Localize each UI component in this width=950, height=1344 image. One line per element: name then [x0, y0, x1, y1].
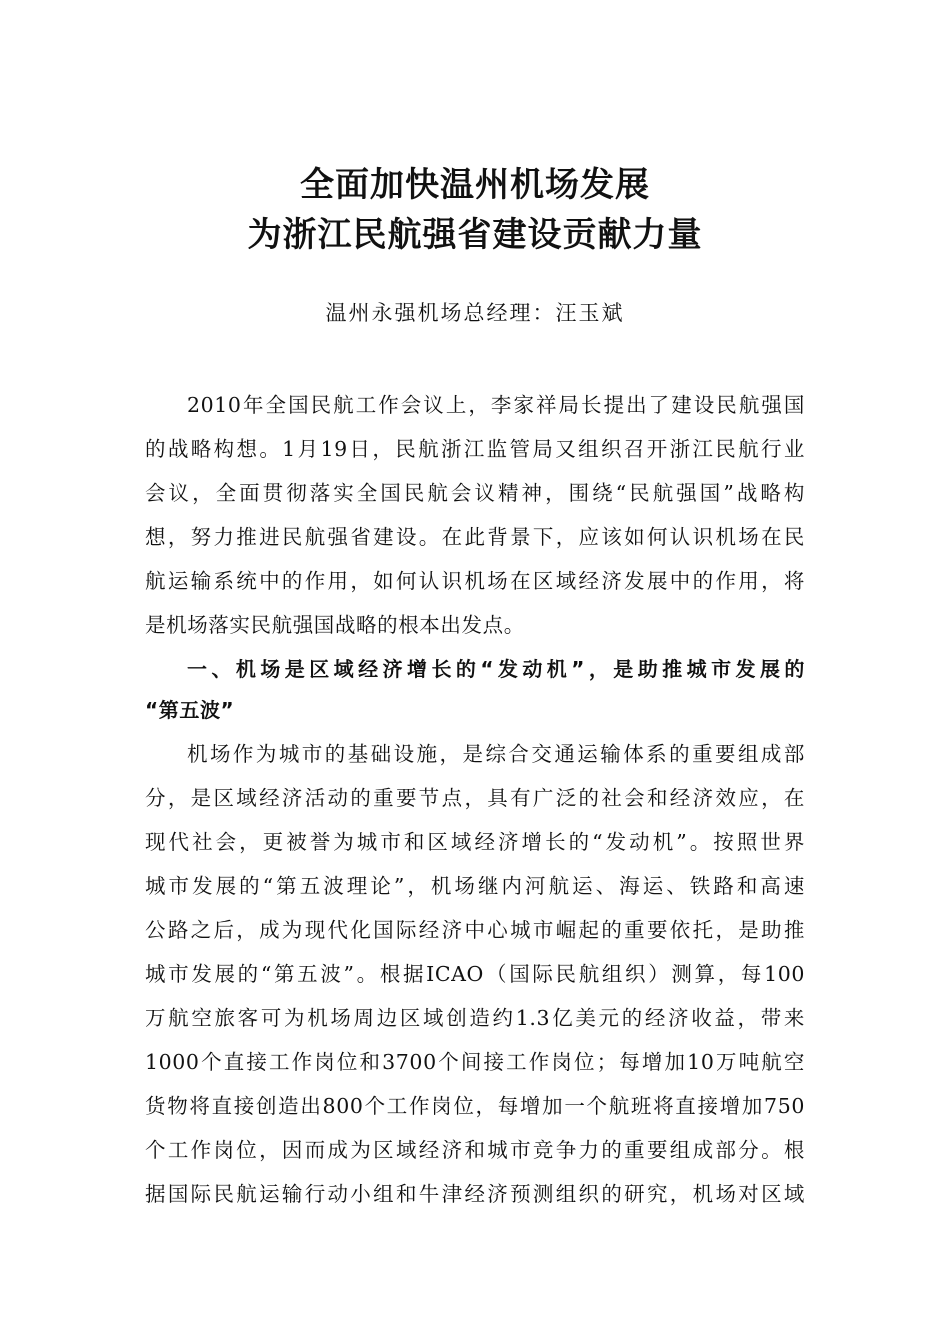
- paragraph-2-line-6: 城市发展的“第五波”。根据ICAO（国际民航组织）测算，每100: [145, 962, 805, 986]
- paragraph-2-line-10: 个工作岗位，因而成为区域经济和城市竞争力的重要组成部分。根: [145, 1138, 805, 1162]
- paragraph-1-line-4: 想，努力推进民航强省建设。在此背景下，应该如何认识机场在民: [145, 525, 805, 549]
- paragraph-2-line-5: 公路之后，成为现代化国际经济中心城市崛起的重要依托，是助推: [145, 918, 805, 942]
- paragraph-2-line-4: 城市发展的“第五波理论”，机场继内河航运、海运、铁路和高速: [145, 874, 805, 898]
- paragraph-2-line-1: 机场作为城市的基础设施，是综合交通运输体系的重要组成部: [187, 742, 805, 766]
- paragraph-2-line-11: 据国际民航运输行动小组和牛津经济预测组织的研究，机场对区域: [145, 1182, 805, 1206]
- paragraph-1-line-2: 的战略构想。1月19日，民航浙江监管局又组织召开浙江民航行业: [145, 437, 805, 461]
- paragraph-1-line-3: 会议，全面贯彻落实全国民航会议精神，围绕“民航强国”战略构: [145, 481, 805, 505]
- paragraph-1-line-1: 2010年全国民航工作会议上，李家祥局长提出了建设民航强国: [187, 393, 805, 417]
- document-title-line-2: 为浙江民航强省建设贡献力量: [247, 215, 703, 255]
- paragraph-1-line-6: 是机场落实民航强国战略的根本出发点。: [145, 613, 525, 637]
- section-1-heading-line-1: 一、机场是区域经济增长的“发动机”，是助推城市发展的: [187, 657, 805, 681]
- paragraph-2-line-3: 现代社会，更被誉为城市和区域经济增长的“发动机”。按照世界: [145, 830, 805, 854]
- paragraph-1-line-5: 航运输系统中的作用，如何认识机场在区域经济发展中的作用，将: [145, 569, 805, 593]
- paragraph-2-line-2: 分，是区域经济活动的重要节点，具有广泛的社会和经济效应，在: [145, 786, 805, 810]
- paragraph-2-line-8: 1000个直接工作岗位和3700个间接工作岗位；每增加10万吨航空: [145, 1050, 805, 1074]
- author-byline: 温州永强机场总经理：汪玉斌: [325, 301, 625, 325]
- section-1-heading-line-2: “第五波”: [145, 698, 235, 722]
- paragraph-2-line-9: 货物将直接创造出800个工作岗位，每增加一个航班将直接增加750: [145, 1094, 805, 1118]
- document-title-line-1: 全面加快温州机场发展: [300, 165, 650, 205]
- paragraph-2-line-7: 万航空旅客可为机场周边区域创造约1.3亿美元的经济收益，带来: [145, 1006, 805, 1030]
